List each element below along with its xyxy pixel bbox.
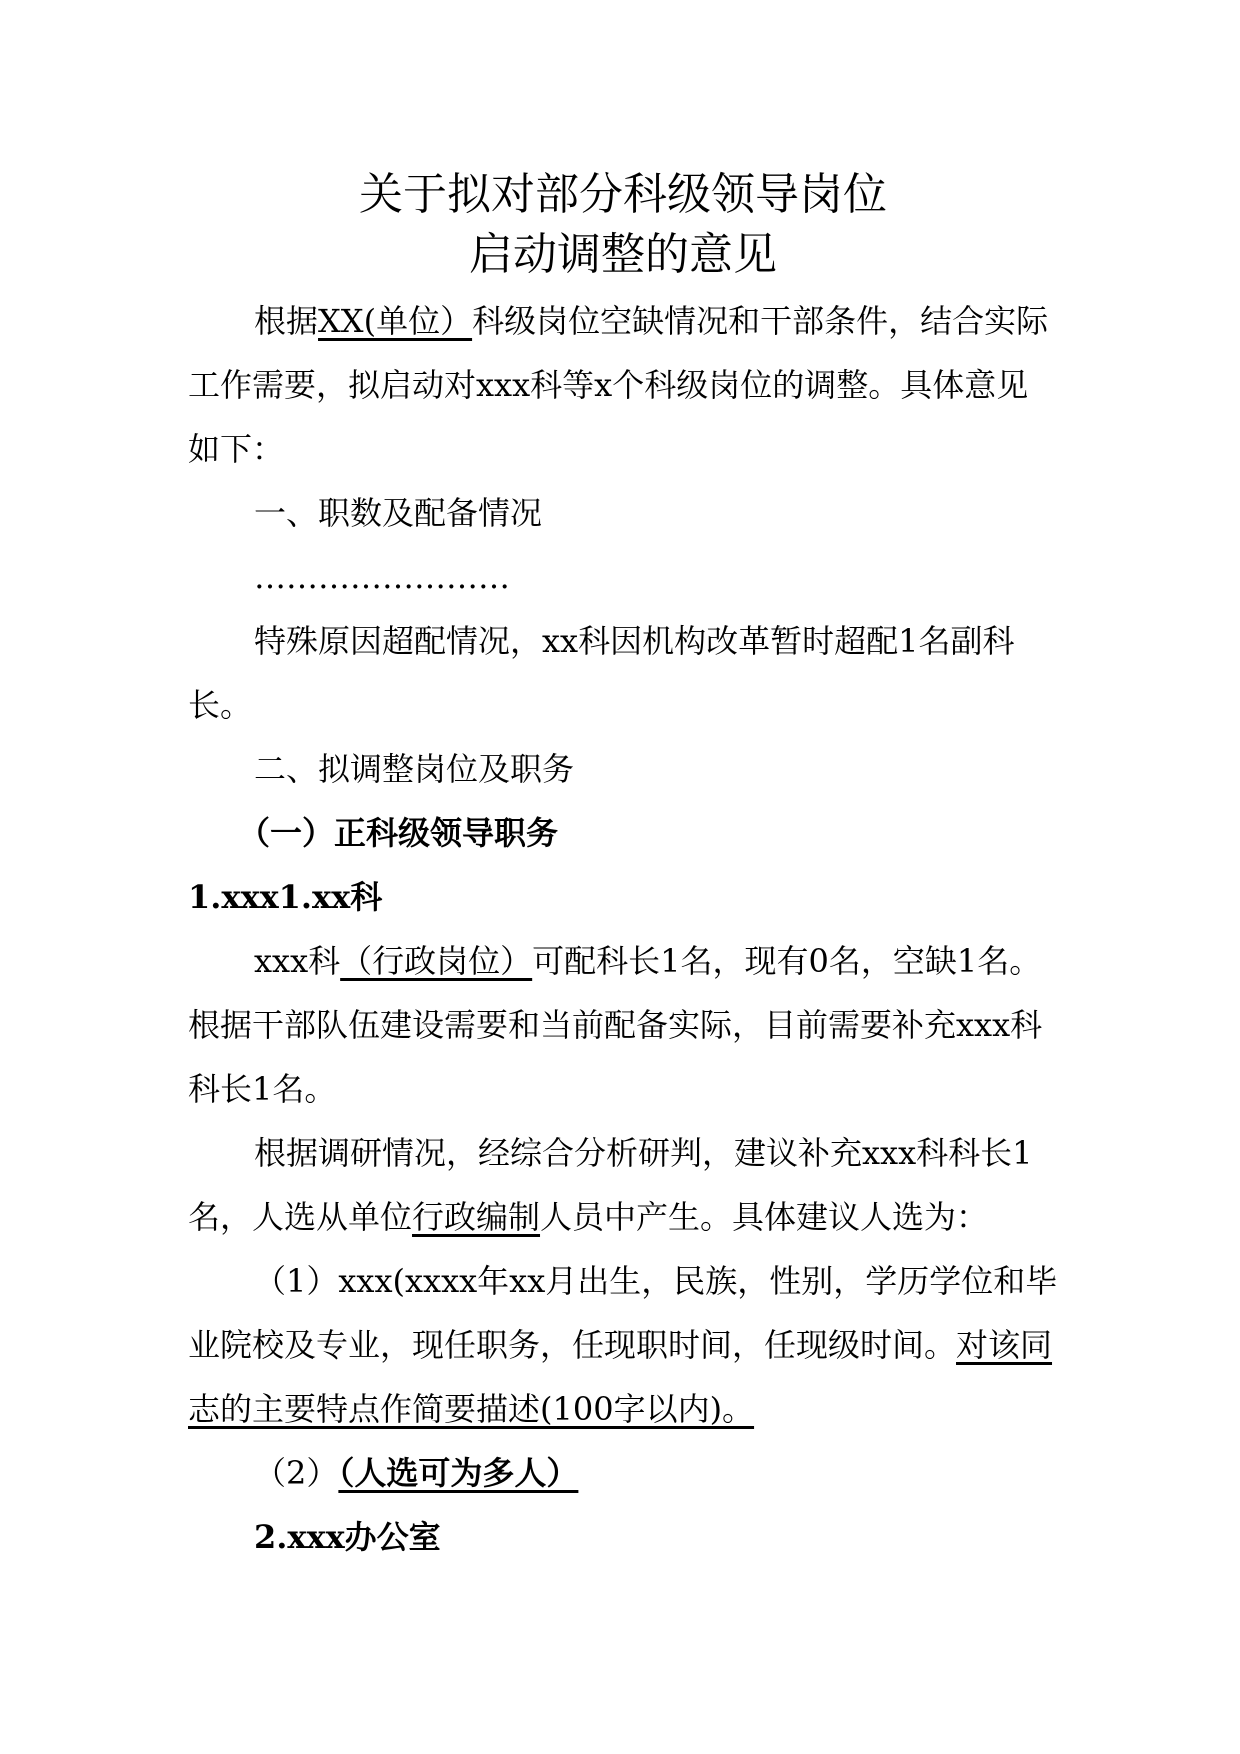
title-line-1: 关于拟对部分科级领导岗位	[359, 169, 887, 220]
item1-p2-b: 人员中产生。具体建议人选为：	[540, 1198, 989, 1236]
item1-paragraph-1	[188, 929, 1058, 1121]
candidate-1-description: 对该同志的主要特点作简要描述(100字以内)。	[188, 1326, 1053, 1428]
candidate-2-number: （2）	[254, 1454, 339, 1492]
candidate-2	[188, 1441, 1058, 1505]
section1-special: 特殊原因超配情况，xx科因机构改革暂时超配1名副科长。	[188, 622, 1015, 724]
staffing-type: 行政编制	[412, 1198, 541, 1236]
document-body	[188, 165, 1058, 1569]
item1-paragraph-2	[188, 1121, 1058, 1249]
item1-heading: 1.xxx1.xx科	[188, 878, 383, 916]
unit-placeholder: XX(单位）	[318, 302, 473, 340]
item1-p1-b: 可配科长1名，现有0名，空缺1名。根据干部队伍建设需要和当前配备实际，目前需要补充xxx科科长1名。	[188, 942, 1043, 1108]
candidate-2-note: （人选可为多人）	[338, 1454, 579, 1492]
intro-paragraph	[188, 289, 1058, 481]
intro-text-b: 科级岗位空缺情况和干部条件，结合实际工作需要，拟启动对xxx科等x个科级岗位的调整。具体意见如下：	[188, 302, 1049, 468]
item1-p2-a: 根据调研情况，经综合分析研判，建议补充xxx科科长1名，人选从单位	[188, 1134, 1033, 1236]
intro-text-a: 根据	[254, 302, 319, 340]
section2-heading: 二、拟调整岗位及职务	[254, 750, 575, 788]
section1-dots: ……………………	[254, 558, 510, 596]
candidate-1	[188, 1249, 1058, 1441]
post-type: （行政岗位）	[340, 942, 533, 980]
title-line-2: 启动调整的意见	[469, 229, 777, 280]
section1-heading: 一、职数及配备情况	[254, 494, 543, 532]
item2-heading: 2.xxx办公室	[254, 1518, 441, 1556]
candidate-1-info: （1）xxx(xxxx年xx月出生，民族，性别，学历学位和毕业院校及专业，现任职务，任现职时间，任现级时间。	[188, 1262, 1058, 1364]
item1-p1-a: xxx科	[254, 942, 341, 980]
subsection-heading: （一）正科级领导职务	[238, 814, 559, 852]
